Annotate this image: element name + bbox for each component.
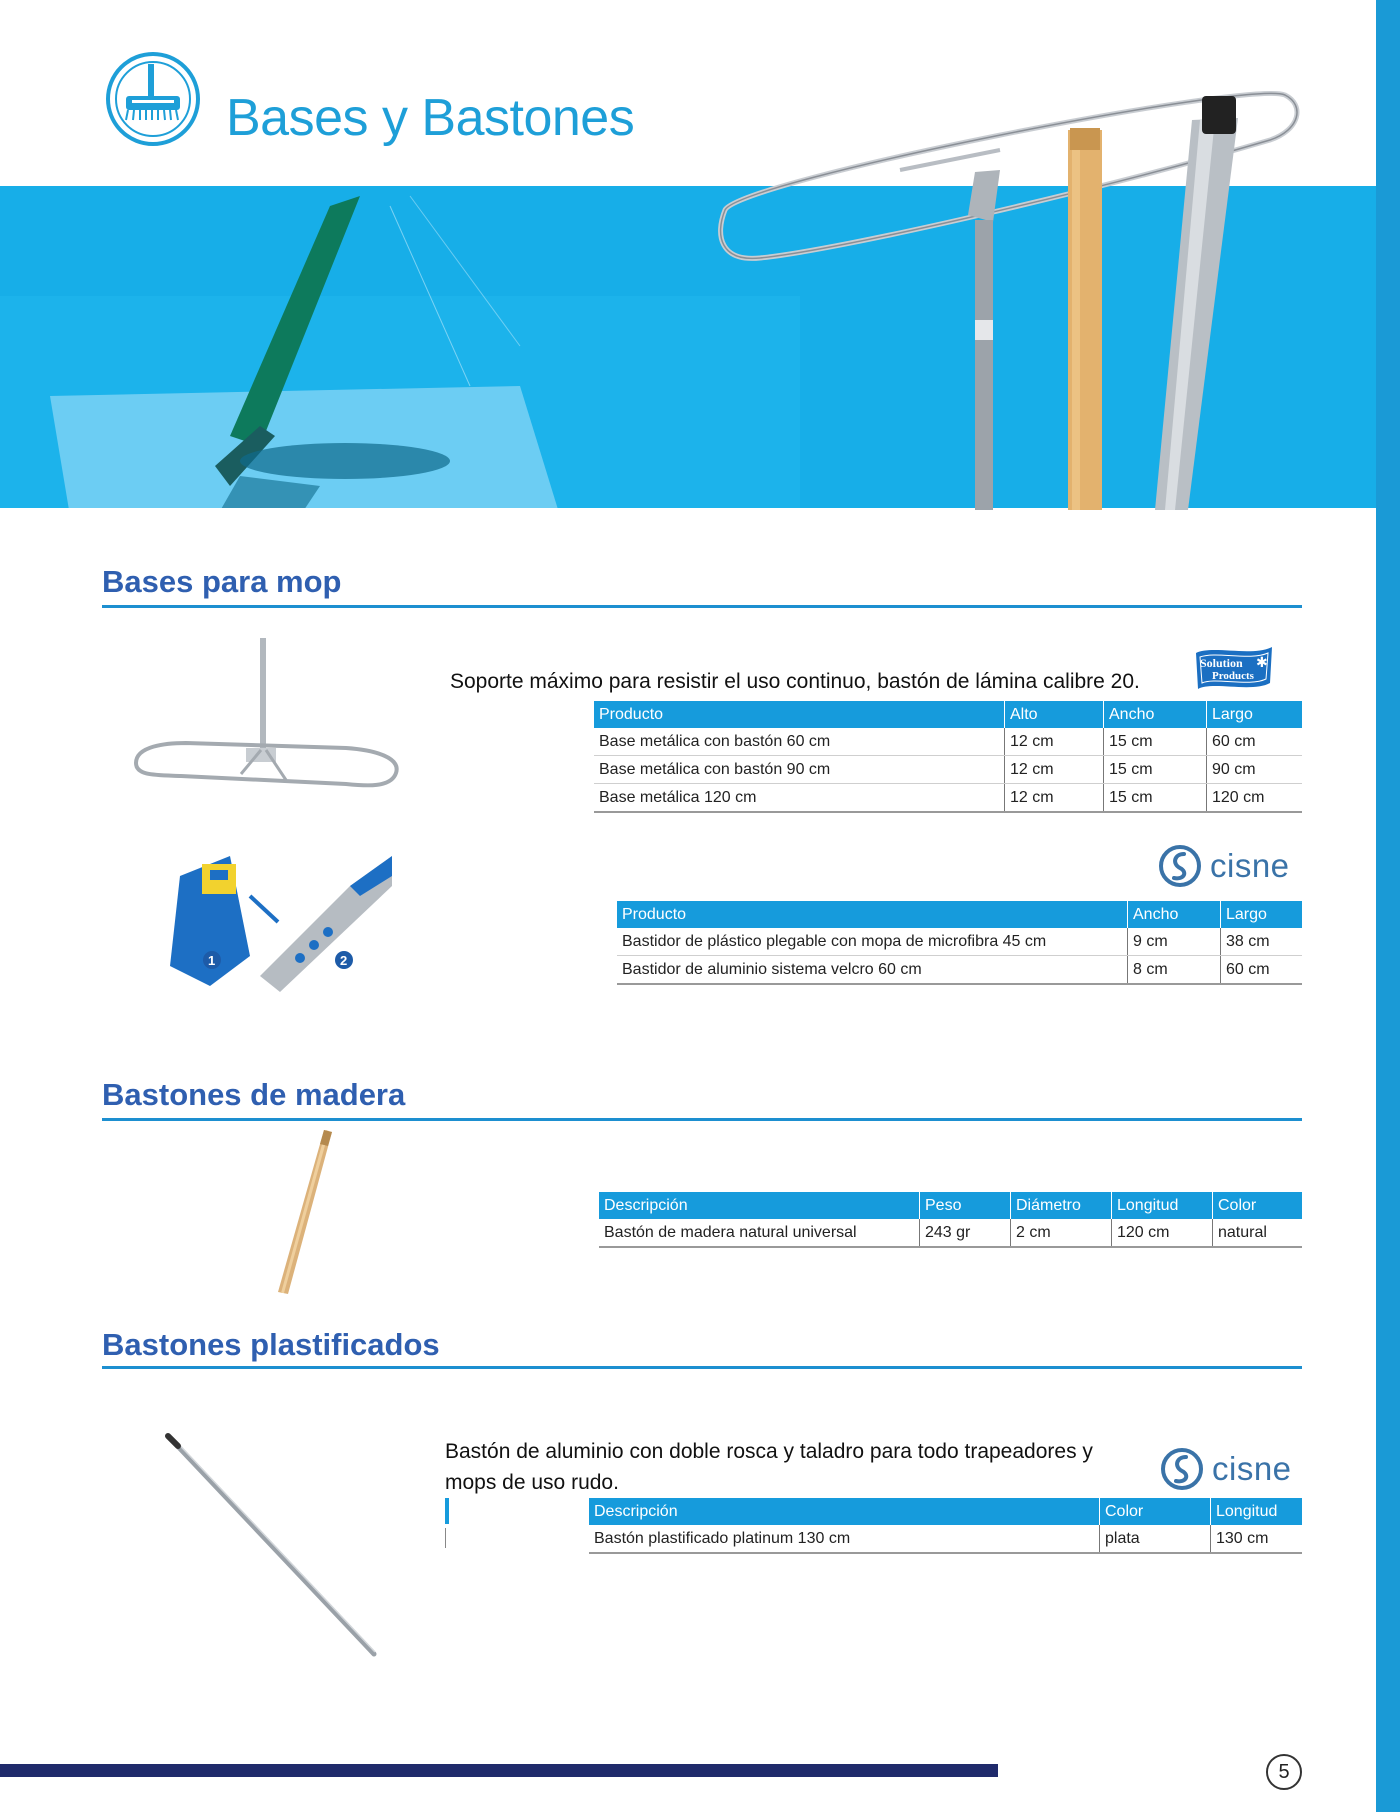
- cell: 9 cm: [1128, 928, 1221, 956]
- section-title-bases: Bases para mop: [102, 564, 342, 599]
- bases-table: [594, 701, 1302, 813]
- col-header: Producto: [594, 701, 1005, 728]
- col-header: Largo: [1207, 701, 1303, 728]
- aluminum-stick-image: [164, 1432, 384, 1658]
- solution-products-logo: [1192, 643, 1276, 693]
- cell: 38 cm: [1221, 928, 1303, 956]
- plastificados-table: [589, 1498, 1302, 1554]
- cell: natural: [1213, 1219, 1303, 1247]
- wood-stick-image: [270, 1128, 340, 1296]
- cell: 90 cm: [1207, 756, 1303, 784]
- cisne-swan-icon: [1160, 1447, 1204, 1491]
- cell: 120 cm: [1207, 784, 1303, 813]
- cell: plata: [1100, 1525, 1211, 1553]
- section-rule-bases: [102, 605, 1302, 608]
- table-row: [594, 784, 1302, 813]
- cell: 15 cm: [1104, 784, 1207, 813]
- table-row: [594, 756, 1302, 784]
- section-rule-plastificados: [102, 1366, 1302, 1369]
- cell: Base metálica 120 cm: [594, 784, 1005, 813]
- cell: 243 gr: [920, 1219, 1011, 1247]
- cisne-logo-text: cisne: [1210, 847, 1290, 884]
- image-marker-1: 1: [208, 953, 216, 968]
- table-row: [594, 728, 1302, 756]
- cell: 120 cm: [1112, 1219, 1213, 1247]
- hero-illustration: [0, 186, 1376, 508]
- col-header: Longitud: [1211, 1498, 1303, 1525]
- solution-products-logo-text-2: Products: [1212, 670, 1254, 682]
- cell: 12 cm: [1005, 728, 1104, 756]
- col-header: Longitud: [1112, 1192, 1213, 1219]
- cisne-swan-icon: [1158, 844, 1202, 888]
- cell: 15 cm: [1104, 728, 1207, 756]
- cell: 12 cm: [1005, 784, 1104, 813]
- table-row: [617, 928, 1302, 956]
- cisne-logo-text: cisne: [1212, 1450, 1292, 1487]
- cell: 15 cm: [1104, 756, 1207, 784]
- col-header: Ancho: [1128, 901, 1221, 928]
- footer-bar: [0, 1764, 998, 1777]
- table-row: [599, 1219, 1302, 1247]
- decorative-mark: [445, 1498, 449, 1524]
- cell: Bastidor de plástico plegable con mopa de microfibra 45 cm: [617, 928, 1128, 956]
- col-header: Peso: [920, 1192, 1011, 1219]
- cell: Bastón de madera natural universal: [599, 1219, 920, 1247]
- section-title-madera: Bastones de madera: [102, 1077, 406, 1112]
- table-row: [617, 956, 1302, 985]
- col-header: Alto: [1005, 701, 1104, 728]
- cell: Bastidor de aluminio sistema velcro 60 cm: [617, 956, 1128, 985]
- plastic-frames-image: [150, 846, 392, 1000]
- plastificados-description: Bastón de aluminio con doble rosca y taladro para todo trapeadores y mops de uso rudo.: [445, 1440, 1093, 1494]
- section-title-plastificados: Bastones plastificados: [102, 1327, 440, 1362]
- col-header: Largo: [1221, 901, 1303, 928]
- cell: 12 cm: [1005, 756, 1104, 784]
- cisne-logo: [1160, 1446, 1292, 1492]
- cell: 60 cm: [1221, 956, 1303, 985]
- bases-description: Soporte máximo para resistir el uso continuo, bastón de lámina calibre 20.: [450, 670, 1140, 693]
- col-header: Ancho: [1104, 701, 1207, 728]
- page-number: 5: [1266, 1754, 1302, 1790]
- col-header: Producto: [617, 901, 1128, 928]
- cisne-logo: [1158, 843, 1290, 889]
- cell: Bastón plastificado platinum 130 cm: [589, 1525, 1100, 1553]
- hero-banner: [0, 186, 1376, 508]
- page-title: Bases y Bastones: [226, 89, 635, 147]
- col-header: Color: [1100, 1498, 1211, 1525]
- cell: 2 cm: [1011, 1219, 1112, 1247]
- mop-frame-image: [126, 638, 406, 803]
- cell: 60 cm: [1207, 728, 1303, 756]
- cell: 8 cm: [1128, 956, 1221, 985]
- right-edge-stripe: [1376, 0, 1400, 1812]
- bastidores-table: [617, 901, 1302, 985]
- decorative-mark: [445, 1528, 450, 1548]
- col-header: Descripción: [599, 1192, 920, 1219]
- snowflake-icon: ✱: [1256, 655, 1268, 671]
- madera-table: [599, 1192, 1302, 1248]
- col-header: Diámetro: [1011, 1192, 1112, 1219]
- cell: Base metálica con bastón 60 cm: [594, 728, 1005, 756]
- mop-category-icon: [104, 50, 202, 148]
- image-marker-2: 2: [340, 953, 348, 968]
- table-row: [589, 1525, 1302, 1553]
- col-header: Color: [1213, 1192, 1303, 1219]
- cell: Base metálica con bastón 90 cm: [594, 756, 1005, 784]
- col-header: Descripción: [589, 1498, 1100, 1525]
- cell: 130 cm: [1211, 1525, 1303, 1553]
- solution-products-logo-text-1: Solution: [1200, 656, 1243, 670]
- section-rule-madera: [102, 1118, 1302, 1121]
